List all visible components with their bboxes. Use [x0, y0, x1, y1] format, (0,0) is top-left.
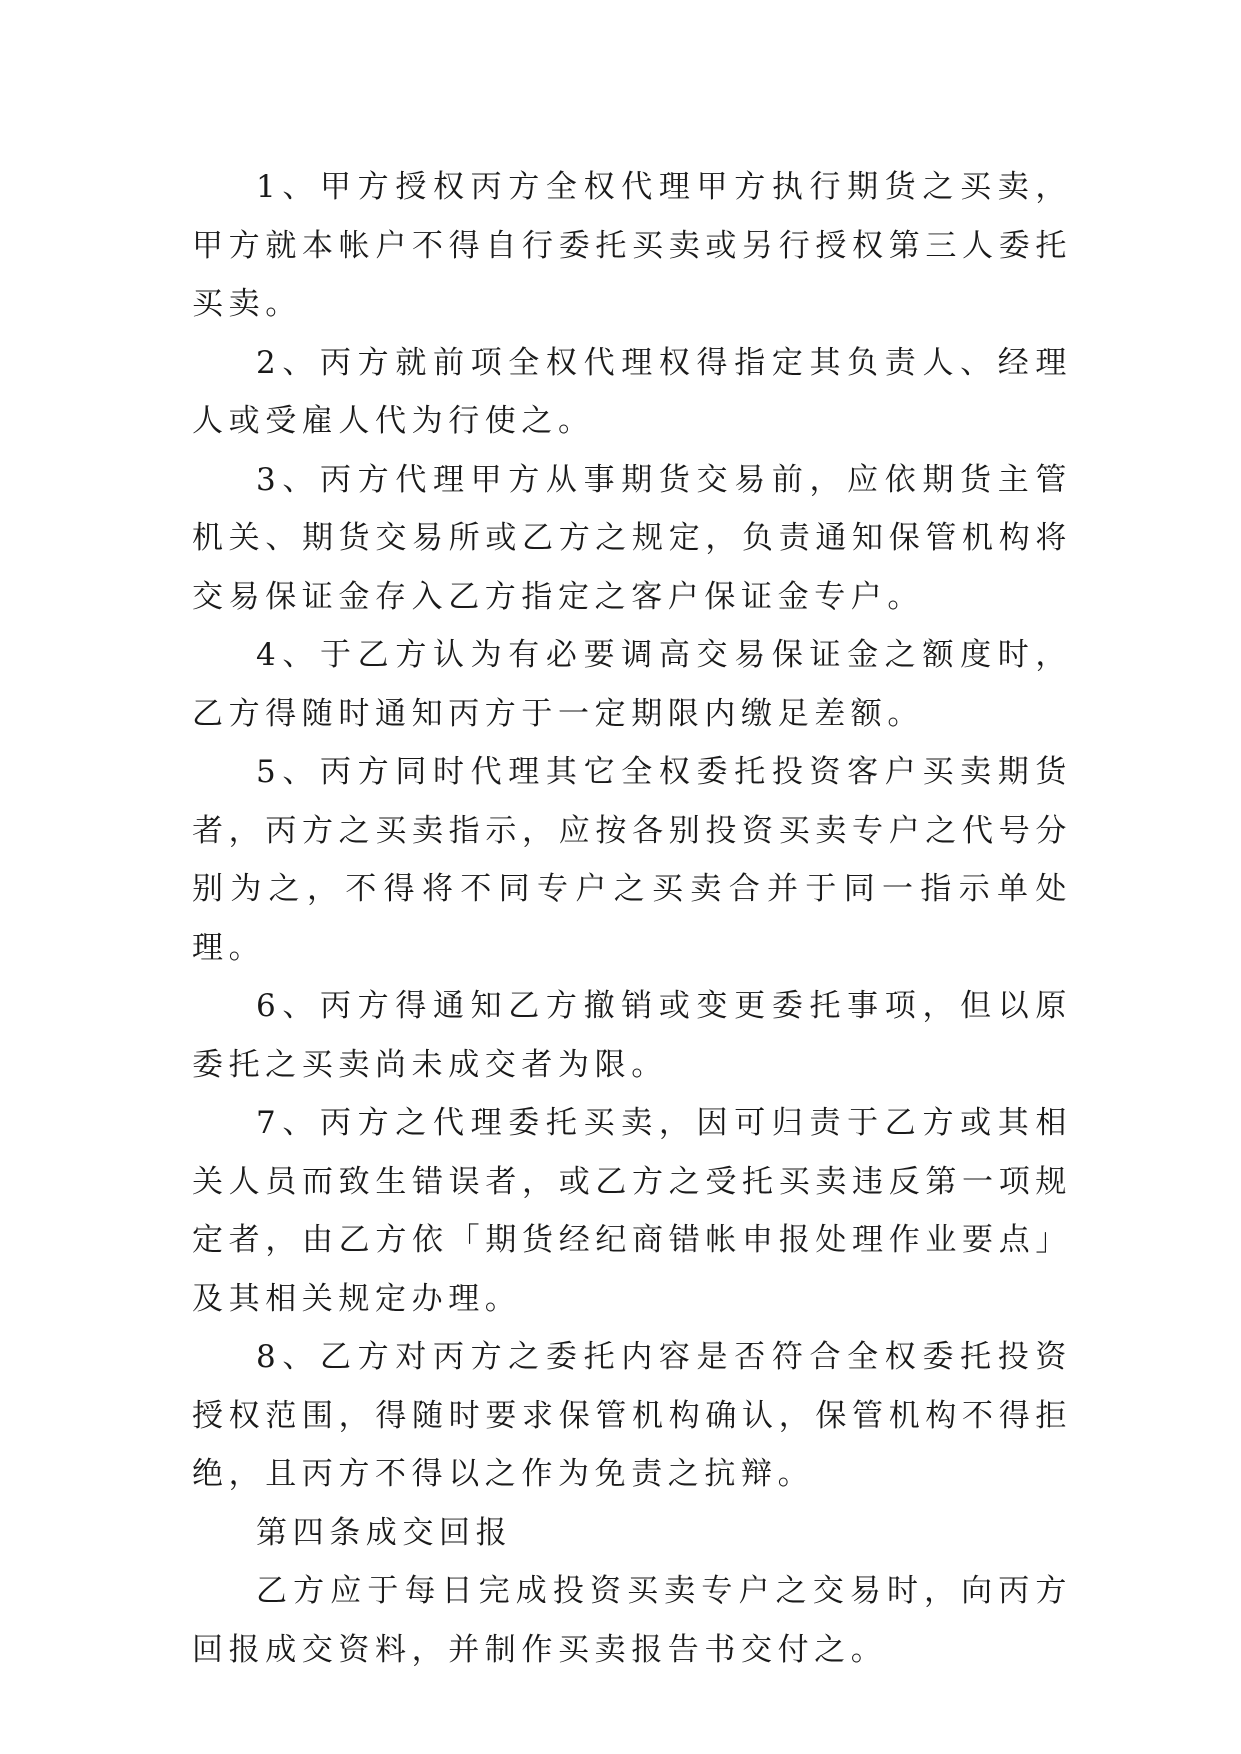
clause-4: 4、于乙方认为有必要调高交易保证金之额度时，乙方得随时通知丙方于一定期限内缴足差额。: [192, 637, 1072, 732]
clause-7: 7、丙方之代理委托买卖，因可归责于乙方或其相关人员而致生错误者，或乙方之受托买卖违反第一项规定者，由乙方依「期货经纪商错帐申报处理作业要点」及其相关规定办理。: [192, 1105, 1072, 1317]
document-body: [192, 158, 1072, 1679]
section-heading: 第四条成交回报: [256, 1514, 513, 1551]
clause-1: 1、甲方授权丙方全权代理甲方执行期货之买卖，甲方就本帐户不得自行委托买卖或另行授权第三人委托买卖。: [192, 169, 1072, 322]
clause-8: 8、乙方对丙方之委托内容是否符合全权委托投资授权范围，得随时要求保管机构确认，保管机构不得拒绝，且丙方不得以之作为免责之抗辩。: [192, 1339, 1072, 1492]
section-paragraph: 乙方应于每日完成投资买卖专户之交易时，向丙方回报成交资料，并制作买卖报告书交付之。: [192, 1573, 1072, 1668]
clause-6: 6、丙方得通知乙方撤销或变更委托事项，但以原委托之买卖尚未成交者为限。: [192, 988, 1072, 1083]
clause-3: 3、丙方代理甲方从事期货交易前，应依期货主管机关、期货交易所或乙方之规定，负责通知保管机构将交易保证金存入乙方指定之客户保证金专户。: [192, 461, 1072, 615]
clause-5: 5、丙方同时代理其它全权委托投资客户买卖期货者，丙方之买卖指示，应按各别投资买卖专户之代号分别为之，不得将不同专户之买卖合并于同一指示单处理。: [192, 754, 1072, 966]
clause-2: 2、丙方就前项全权代理权得指定其负责人、经理人或受雇人代为行使之。: [192, 344, 1072, 439]
